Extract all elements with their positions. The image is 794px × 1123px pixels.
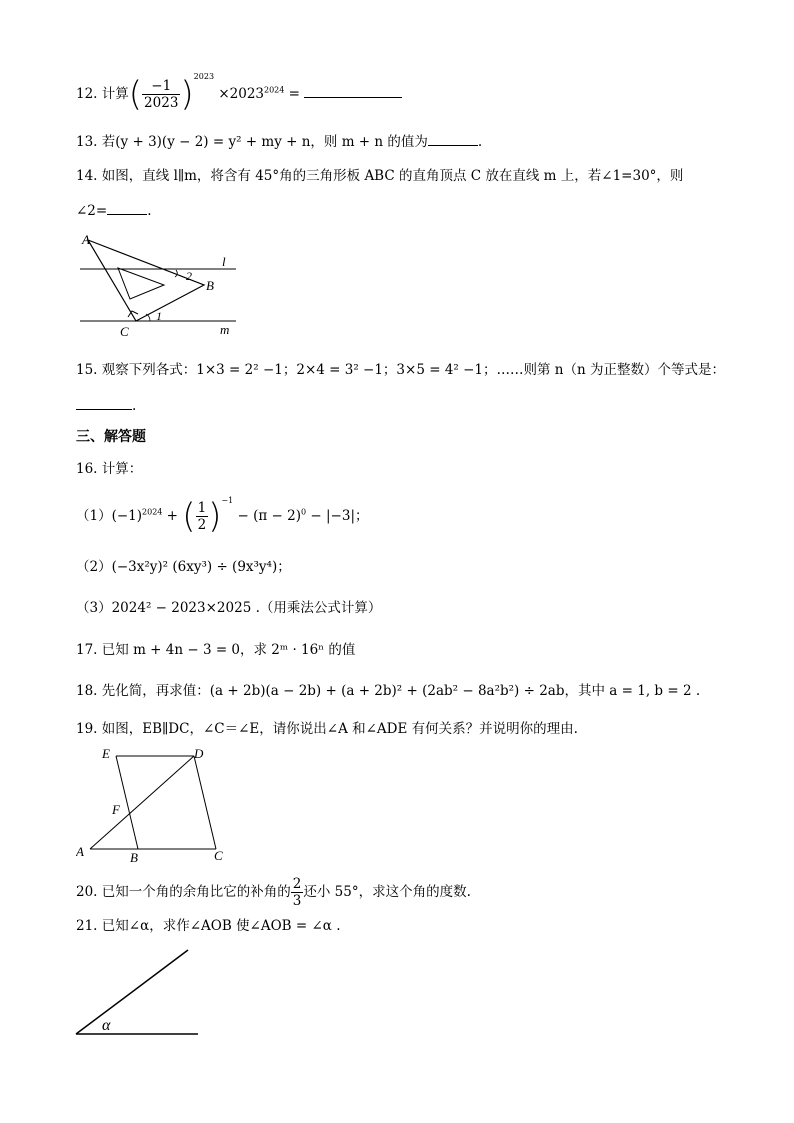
- inner-triangle: [118, 268, 164, 299]
- question-16: [76, 459, 142, 479]
- question-12: 12. 计算( $\frac{-1}{2023}$ )$^{2023} \times 2023^{2024}$ =: [76, 78, 402, 111]
- question-number: 12.: [76, 86, 98, 102]
- label-c: C: [120, 324, 129, 339]
- section-heading: 三、解答题: [76, 429, 146, 445]
- figure-19: [76, 744, 236, 866]
- label-f: F: [112, 802, 120, 817]
- segment-dc: [194, 756, 216, 849]
- fraction: $\frac{1}{2}$: [197, 500, 207, 533]
- part-label: （1）: [76, 508, 112, 524]
- label-m: m: [220, 322, 230, 337]
- question-15-continued: .: [76, 395, 136, 416]
- answer-blank: [76, 395, 132, 410]
- segment-ad: [90, 756, 194, 849]
- answer-blank: [304, 83, 402, 98]
- question-text: 已知一个角的余角比它的补角的: [101, 884, 291, 900]
- expression: 2024² − 2023×2025 .（用乘法公式计算）: [111, 600, 382, 616]
- exponent: 2024: [264, 85, 285, 95]
- question-number: 20.: [76, 884, 98, 900]
- question-number: 18.: [76, 683, 98, 699]
- question-text: 已知 m + 4n − 3 = 0，求 2ᵐ · 16ⁿ 的值: [101, 642, 356, 658]
- label-a: A: [82, 232, 90, 247]
- label-d: D: [194, 746, 204, 761]
- question-text: 计算：: [101, 461, 143, 477]
- question-20: [76, 876, 471, 909]
- label-e: E: [102, 746, 110, 761]
- angle-side-ray: [76, 950, 188, 1034]
- question-text: 如图，EB∥DC，∠C＝∠E，请你说出∠A 和∠ADE 有何关系？并说明你的理由.: [101, 721, 578, 737]
- question-16-part-3: [76, 598, 381, 618]
- part-label: （3）: [76, 600, 112, 616]
- part-label: （2）: [76, 559, 112, 575]
- question-15: [76, 360, 725, 380]
- figure-21: [72, 946, 204, 1040]
- fraction: $\frac{-1}{2023}$: [144, 78, 179, 111]
- question-text: 先化简，再求值：(a + 2b)(a − 2b) + (a + 2b)² + (2ab² − 8a²b²) ÷ 2ab，其中 a = 1, b = 2 .: [101, 683, 701, 699]
- answer-blank: [107, 200, 147, 215]
- question-number: 17.: [76, 642, 98, 658]
- question-number: 19.: [76, 721, 98, 737]
- question-14: [76, 166, 683, 186]
- question-18: [76, 681, 700, 701]
- question-19: [76, 719, 578, 739]
- question-text: 若(y + 3)(y − 2) = y² + my + n，则 m + n 的值为: [101, 134, 428, 150]
- exponent: 2023: [193, 71, 215, 81]
- question-16-part-1: $(1)(-1)^{2024}$ + ( $\frac{1}{2}$ )$^{-1} - (\pi - 2)^0 - |-3|$；: [76, 495, 369, 537]
- question-number: 13.: [76, 134, 98, 150]
- question-13: 13. 若(y + 3)(y − 2) = y² + my + n，则 m + n 的值为 .: [76, 131, 482, 152]
- question-21: [76, 916, 341, 936]
- fraction: $\frac{2}{3}$: [292, 876, 302, 909]
- question-17: [76, 640, 355, 660]
- question-text: 还小 55°，求这个角的度数.: [303, 884, 471, 900]
- label-angle-2: 2: [186, 269, 192, 283]
- question-number: 15.: [76, 362, 98, 378]
- question-number: 16.: [76, 461, 98, 477]
- question-number: 21.: [76, 918, 98, 934]
- label-angle-1: 1: [156, 309, 162, 323]
- expression: ×2023: [218, 86, 264, 102]
- question-text: 观察下列各式：1×3 = 2² −1；2×4 = 3² −1；3×5 = 4² −1；……则第 n（n 为正整数）个等式是：: [101, 362, 725, 378]
- label-alpha: α: [102, 1017, 111, 1034]
- question-text: 已知∠α，求作∠AOB 使∠AOB = ∠α .: [101, 918, 341, 934]
- question-number: 14.: [76, 168, 98, 184]
- expression: (−3x²y)² (6xy³) ÷ (9x³y⁴)；: [111, 559, 291, 575]
- question-16-part-2: [76, 557, 291, 577]
- question-text: 如图，直线 l∥m，将含有 45°角的三角形板 ABC 的直角顶点 C 放在直线 m 上，若∠1=30°，则: [101, 168, 684, 184]
- question-text: ∠2=: [76, 203, 108, 219]
- figure-14: [76, 228, 246, 340]
- question-text: 计算: [101, 86, 129, 102]
- question-14-continued: ∠2= .: [76, 200, 152, 221]
- label-l: l: [222, 254, 226, 269]
- label-b: B: [206, 278, 214, 293]
- label-a: A: [76, 844, 84, 859]
- label-c: C: [214, 848, 223, 863]
- answer-blank: [428, 131, 478, 146]
- label-b: B: [130, 850, 138, 865]
